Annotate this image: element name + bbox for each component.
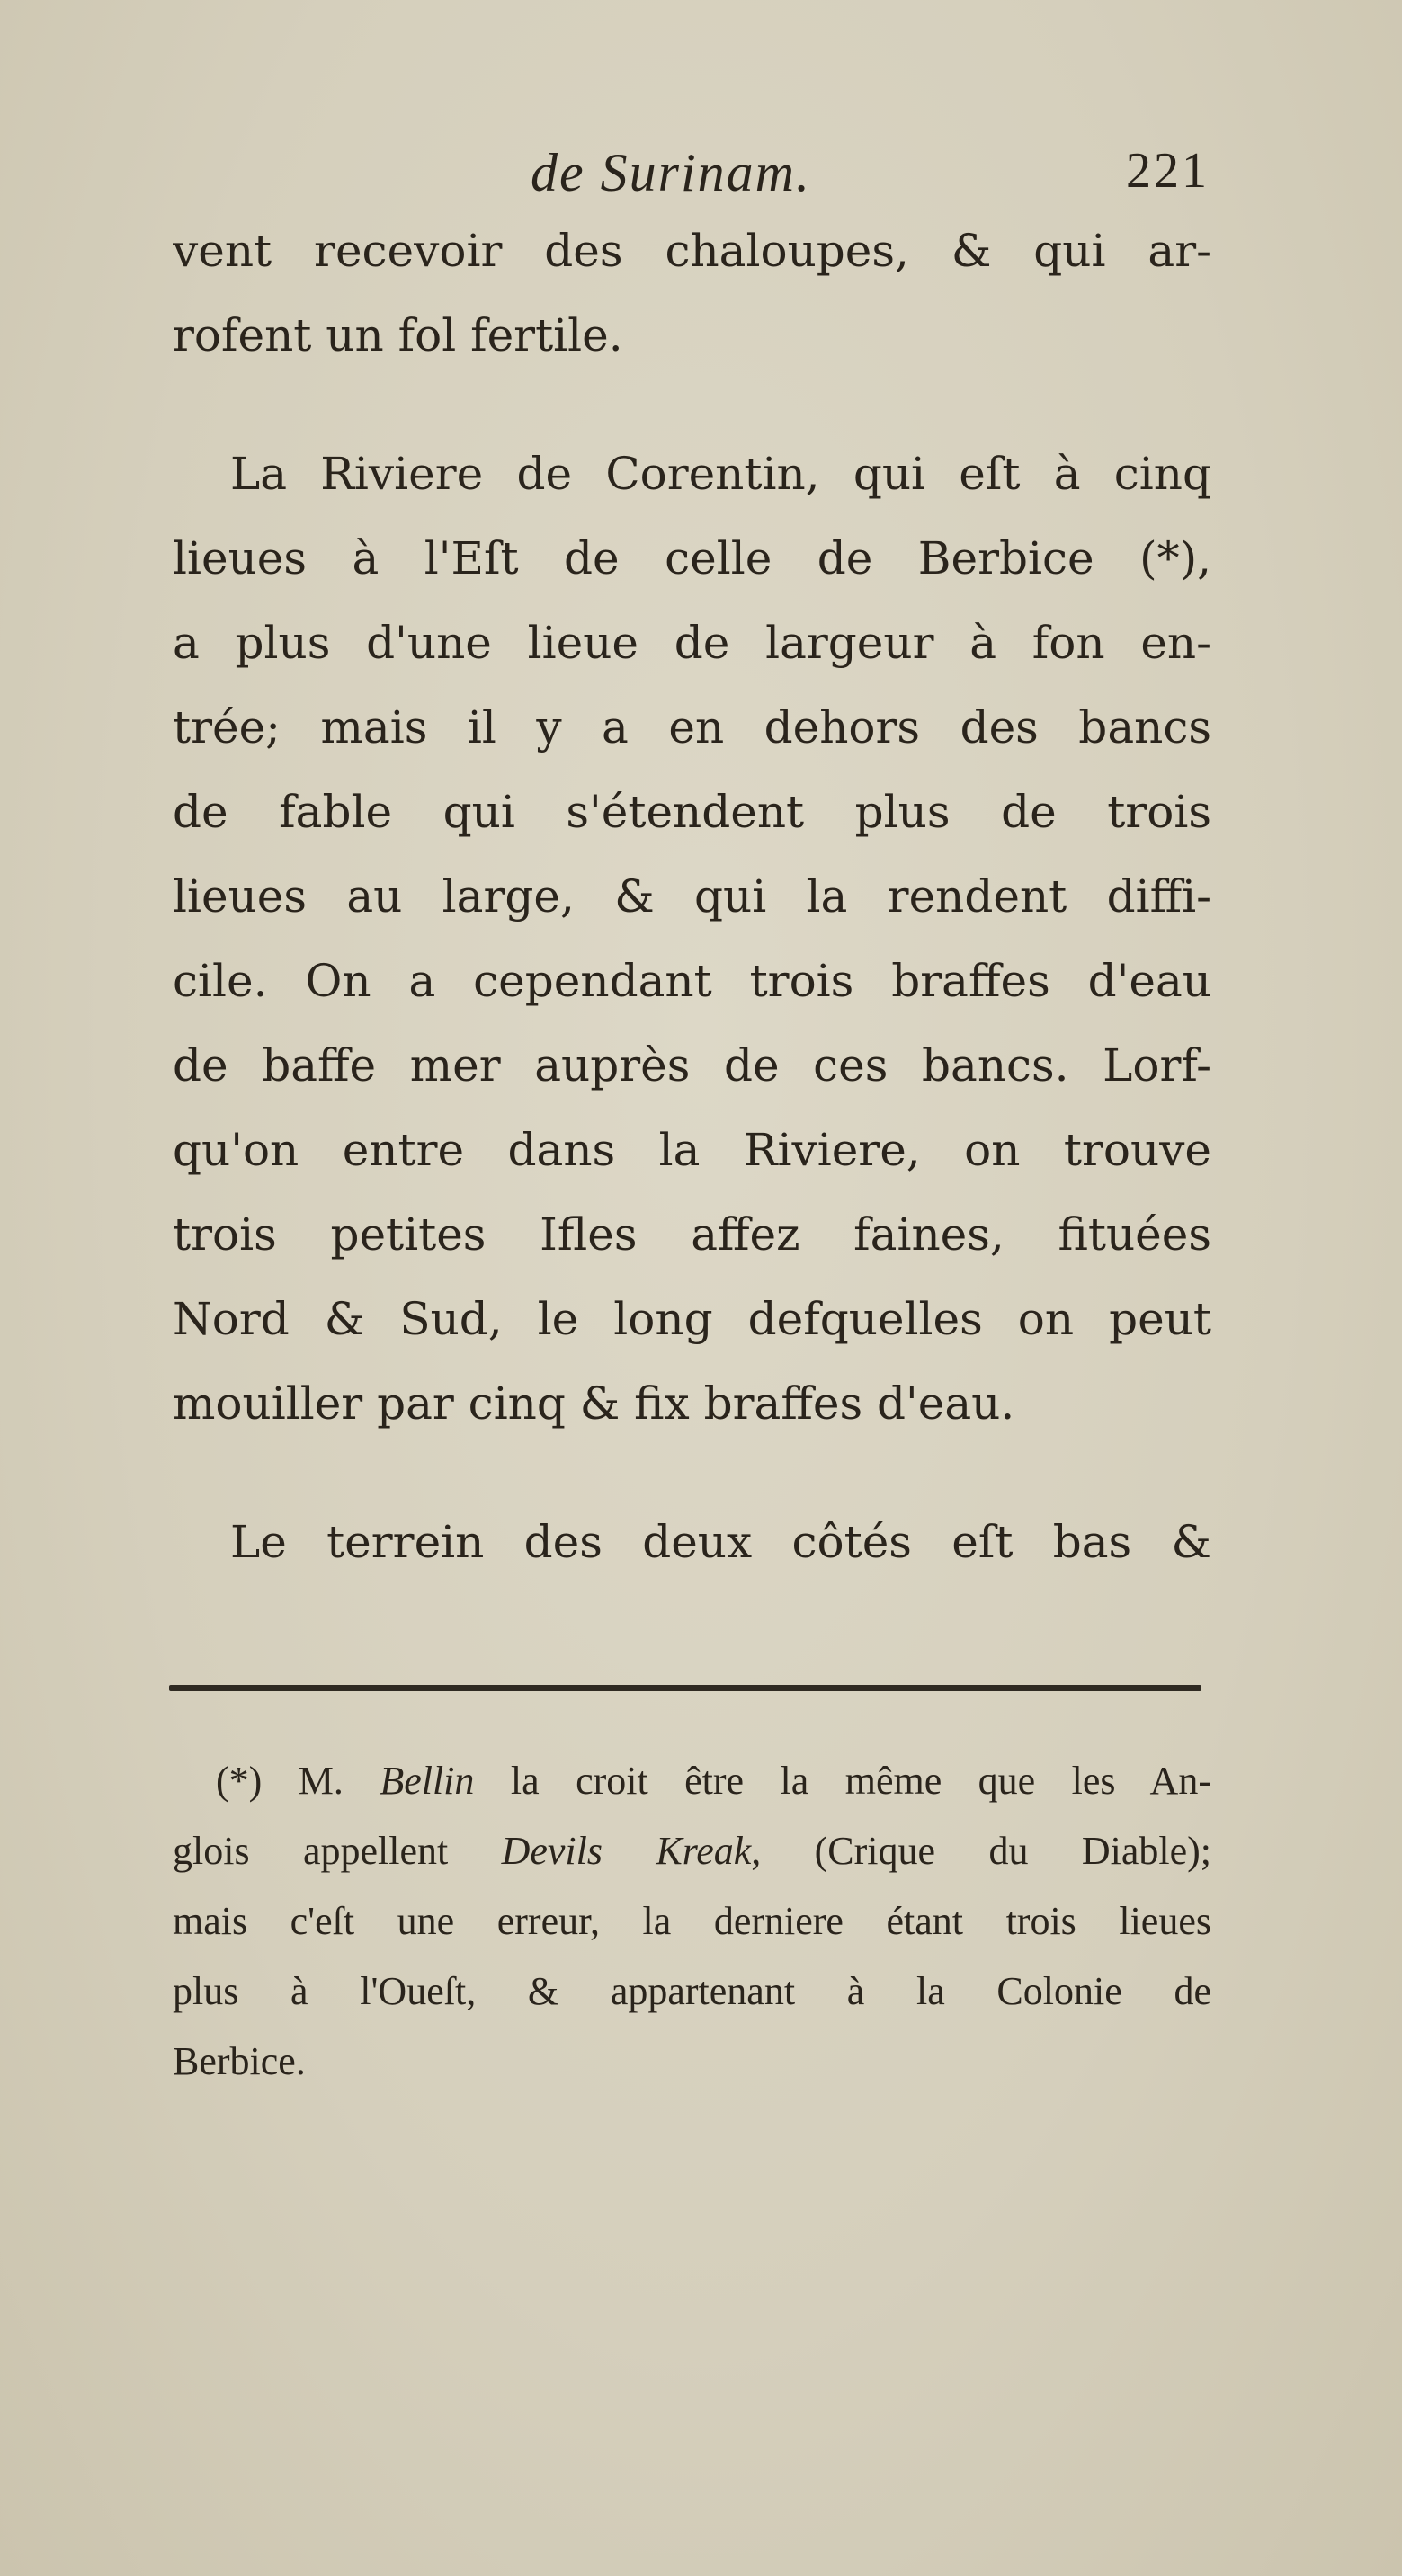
footnote-line: Berbice. — [173, 2039, 306, 2083]
text-line: vent recevoir des chaloupes, & qui ar- — [173, 225, 1211, 277]
footnote-text: glois appellent — [173, 1829, 502, 1873]
footnote-rule — [169, 1685, 1201, 1691]
text-line: Le terrein des deux côtés eſt bas & — [230, 1516, 1211, 1568]
text-line: trée; mais il y a en dehors des bancs — [173, 701, 1211, 753]
footnote-text: (*) M. — [216, 1759, 380, 1803]
text-line: de fable qui s'étendent plus de trois — [173, 786, 1211, 838]
footnote-text: la croit être la même que les An- — [474, 1759, 1211, 1803]
running-title: de Surinam. — [531, 143, 811, 202]
footnote-line — [173, 1816, 1211, 1886]
text-line: mouiller par cinq & fix braffes d'eau. — [173, 1377, 1015, 1430]
text-line: lieues à l'Eſt de celle de Berbice (*), — [173, 532, 1211, 584]
text-line: a plus d'une lieue de largeur à fon en- — [173, 617, 1211, 669]
page-header — [531, 142, 1232, 205]
footnote-line — [173, 1746, 1211, 1816]
footnote-line: plus à l'Oueſt, & appartenant à la Colonie de — [173, 1969, 1211, 2013]
main-text — [173, 209, 1211, 1584]
footnote — [173, 1746, 1211, 2097]
text-line: trois petites Ifles affez faines, fituées — [173, 1208, 1211, 1261]
text-line: lieues au large, & qui la rendent diffi- — [173, 870, 1211, 923]
text-line: cile. On a cependant trois braffes d'eau — [173, 955, 1211, 1007]
footnote-italic: Bellin — [380, 1759, 475, 1803]
footnote-text: , (Crique du Diable); — [751, 1829, 1211, 1873]
text-line: Nord & Sud, le long defquelles on peut — [173, 1293, 1211, 1345]
text-line: rofent un fol fertile. — [173, 309, 623, 361]
footnote-line: mais c'eſt une erreur, la derniere étant trois lieues — [173, 1899, 1211, 1943]
text-line: qu'on entre dans la Riviere, on trouve — [173, 1124, 1211, 1176]
text-line: La Riviere de Corentin, qui eſt à cinq — [230, 448, 1211, 500]
text-line: de baffe mer auprès de ces bancs. Lorf- — [173, 1039, 1211, 1092]
page-number: 221 — [1126, 143, 1210, 199]
footnote-italic: Devils Kreak — [501, 1829, 752, 1873]
